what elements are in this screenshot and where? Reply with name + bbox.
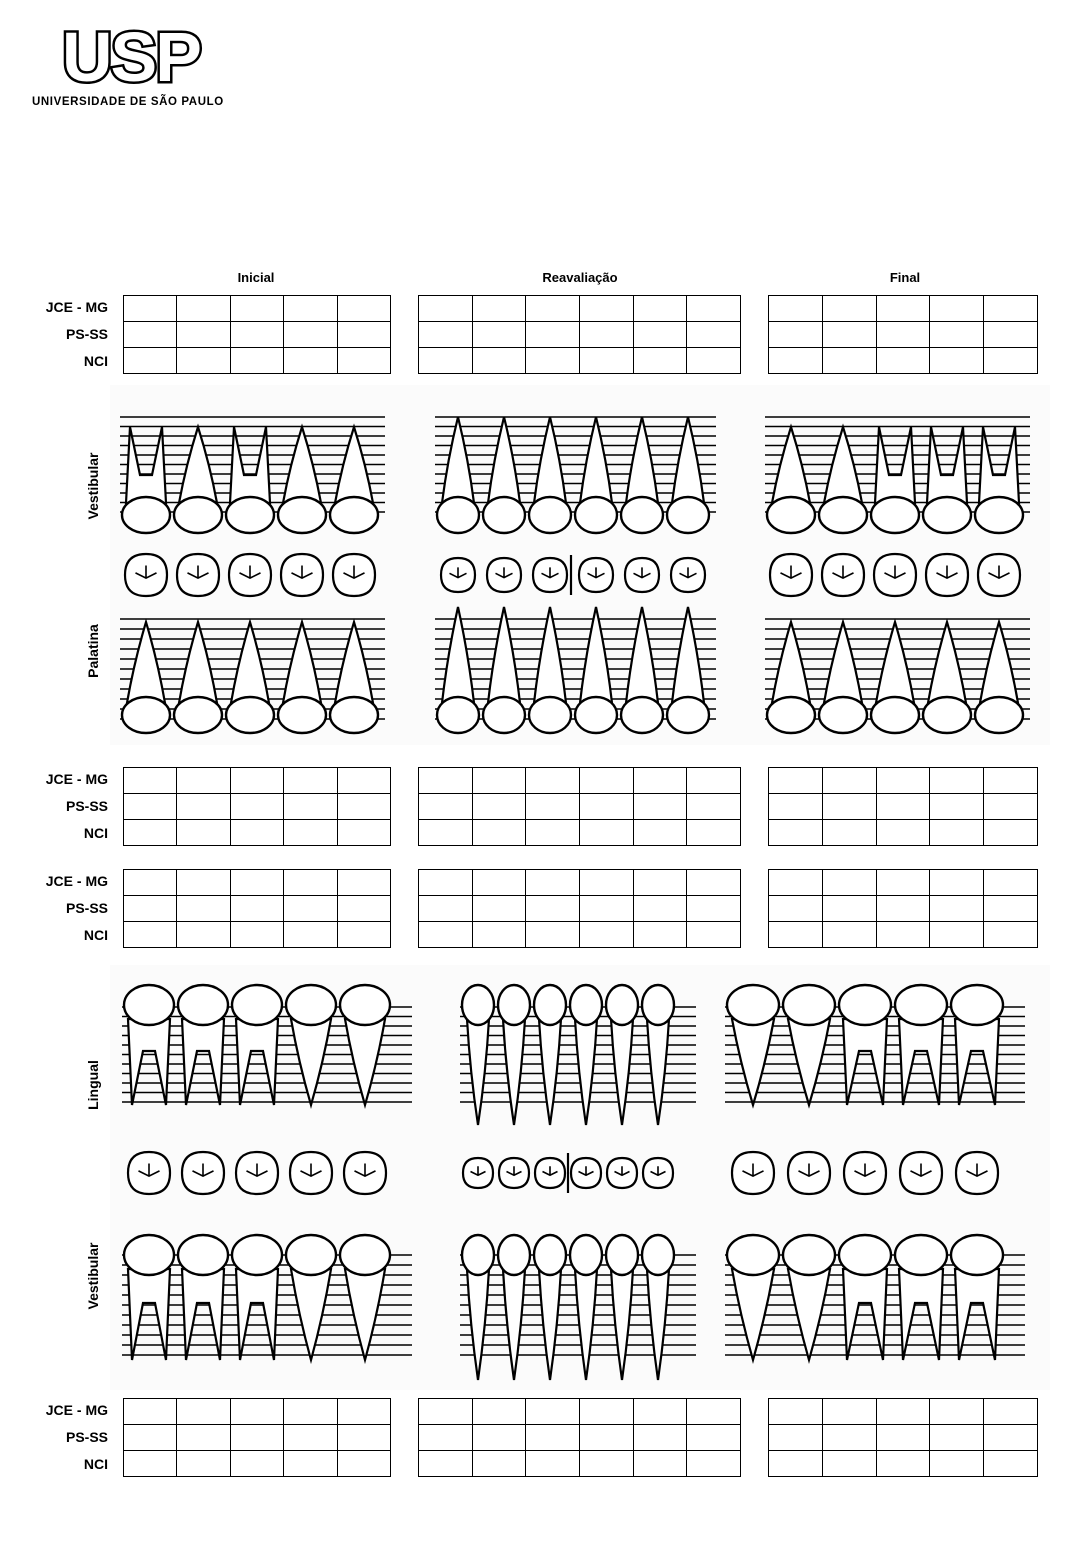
column-title-final: Final: [889, 270, 921, 285]
row-labels: [20, 294, 108, 375]
measurement-cell[interactable]: [876, 1451, 930, 1477]
measurement-cell[interactable]: [230, 1425, 283, 1451]
measurement-cell[interactable]: [526, 820, 580, 846]
measurement-cell[interactable]: [419, 820, 473, 846]
measurement-cell[interactable]: [124, 896, 177, 922]
tooth-crown: [642, 985, 674, 1025]
measurement-cell[interactable]: [876, 896, 930, 922]
tooth-crown: [340, 1235, 390, 1275]
column-title-inicial: Inicial: [237, 270, 275, 285]
measurement-grid: [418, 295, 741, 374]
tooth-crown: [839, 1235, 891, 1275]
upper-occlusal-views: [770, 554, 1020, 596]
measurement-cell[interactable]: [526, 348, 580, 374]
tooth-crown: [534, 1235, 566, 1275]
row-label: JCE - MG: [45, 1402, 108, 1418]
logo-mark: USP: [62, 18, 200, 96]
tooth-crown: [226, 697, 274, 733]
measurement-cell[interactable]: [930, 768, 984, 794]
measurement-cell[interactable]: [579, 1399, 633, 1425]
measurement-cell[interactable]: [472, 794, 526, 820]
lower-occlusal-views: [128, 1152, 386, 1194]
measurement-cell[interactable]: [633, 922, 687, 948]
tooth-crown: [174, 697, 222, 733]
measurement-cell[interactable]: [687, 922, 741, 948]
measurement-cell[interactable]: [284, 768, 337, 794]
measurement-cell[interactable]: [687, 1451, 741, 1477]
tooth-crown: [783, 1235, 835, 1275]
measurement-cell[interactable]: [124, 296, 177, 322]
tooth-crown: [727, 1235, 779, 1275]
measurement-cell[interactable]: [579, 296, 633, 322]
measurement-cell[interactable]: [769, 322, 823, 348]
measurement-cell[interactable]: [124, 768, 177, 794]
measurement-cell[interactable]: [124, 1425, 177, 1451]
measurement-cell[interactable]: [230, 768, 283, 794]
measurement-cell[interactable]: [769, 1425, 823, 1451]
row-label: NCI: [83, 353, 108, 369]
tooth-crown: [871, 697, 919, 733]
measurement-cell[interactable]: [526, 922, 580, 948]
measurement-cell[interactable]: [930, 896, 984, 922]
tooth-crown: [667, 697, 709, 733]
measurement-grid: [123, 295, 391, 374]
tooth-crown: [819, 697, 867, 733]
measurement-cell[interactable]: [579, 768, 633, 794]
measurement-cell[interactable]: [284, 1425, 337, 1451]
measurement-cell[interactable]: [687, 322, 741, 348]
measurement-cell[interactable]: [177, 296, 230, 322]
measurement-cell[interactable]: [419, 896, 473, 922]
measurement-cell[interactable]: [822, 794, 876, 820]
tooth-crown: [951, 985, 1003, 1025]
row-labels: [20, 766, 108, 847]
measurement-cell[interactable]: [633, 322, 687, 348]
row-label: NCI: [83, 927, 108, 943]
measurement-cell[interactable]: [769, 870, 823, 896]
measurement-cell[interactable]: [230, 348, 283, 374]
row-label: PS-SS: [65, 1429, 108, 1445]
measurement-cell[interactable]: [822, 1399, 876, 1425]
measurement-cell[interactable]: [526, 794, 580, 820]
tooth-crown: [232, 985, 282, 1025]
tooth-crown: [819, 497, 867, 533]
measurement-cell[interactable]: [930, 922, 984, 948]
measurement-grid: [123, 767, 391, 846]
tooth-crown: [124, 985, 174, 1025]
measurement-cell[interactable]: [419, 1399, 473, 1425]
tooth-crown: [923, 697, 971, 733]
measurement-cell[interactable]: [822, 768, 876, 794]
tooth-crown: [278, 497, 326, 533]
measurement-cell[interactable]: [472, 922, 526, 948]
measurement-cell[interactable]: [876, 296, 930, 322]
row-label: JCE - MG: [45, 299, 108, 315]
measurement-cell[interactable]: [124, 348, 177, 374]
measurement-cell[interactable]: [822, 870, 876, 896]
measurement-cell[interactable]: [177, 1451, 230, 1477]
measurement-cell[interactable]: [177, 870, 230, 896]
measurement-cell[interactable]: [419, 348, 473, 374]
measurement-cell[interactable]: [769, 820, 823, 846]
measurement-cell[interactable]: [526, 1399, 580, 1425]
tooth-crown: [575, 497, 617, 533]
tooth-crown: [895, 1235, 947, 1275]
measurement-cell[interactable]: [230, 1451, 283, 1477]
measurement-cell[interactable]: [419, 794, 473, 820]
measurement-cell[interactable]: [419, 870, 473, 896]
measurement-cell[interactable]: [984, 348, 1038, 374]
measurement-cell[interactable]: [579, 1425, 633, 1451]
measurement-cell[interactable]: [930, 1399, 984, 1425]
measurement-cell[interactable]: [230, 322, 283, 348]
measurement-cell[interactable]: [177, 1399, 230, 1425]
measurement-cell[interactable]: [124, 922, 177, 948]
measurement-cell[interactable]: [284, 820, 337, 846]
row-label: NCI: [83, 825, 108, 841]
measurement-cell[interactable]: [579, 896, 633, 922]
measurement-cell[interactable]: [769, 896, 823, 922]
tooth-crown: [975, 497, 1023, 533]
measurement-cell[interactable]: [984, 820, 1038, 846]
tooth-crown: [498, 985, 530, 1025]
tooth-crown: [767, 697, 815, 733]
measurement-cell[interactable]: [526, 296, 580, 322]
tooth-crown: [621, 697, 663, 733]
measurement-cell[interactable]: [579, 870, 633, 896]
row-label: NCI: [83, 1456, 108, 1472]
measurement-cell[interactable]: [337, 322, 390, 348]
measurement-cell[interactable]: [822, 1451, 876, 1477]
measurement-cell[interactable]: [822, 896, 876, 922]
usp-logo: [30, 18, 240, 112]
tooth-crown: [178, 1235, 228, 1275]
measurement-cell[interactable]: [124, 794, 177, 820]
measurement-cell[interactable]: [177, 348, 230, 374]
measurement-cell[interactable]: [876, 870, 930, 896]
tooth-crown: [727, 985, 779, 1025]
measurement-cell[interactable]: [876, 768, 930, 794]
measurement-cell[interactable]: [526, 870, 580, 896]
tooth-crown: [895, 985, 947, 1025]
measurement-cell[interactable]: [472, 768, 526, 794]
measurement-grid: [123, 869, 391, 948]
tooth-crown: [483, 497, 525, 533]
side-label-palatina: Palatina: [85, 624, 101, 678]
tooth-crown: [667, 497, 709, 533]
measurement-cell[interactable]: [177, 322, 230, 348]
tooth-crown: [570, 985, 602, 1025]
measurement-cell[interactable]: [687, 896, 741, 922]
measurement-cell[interactable]: [769, 768, 823, 794]
tooth-crown: [226, 497, 274, 533]
measurement-cell[interactable]: [984, 794, 1038, 820]
measurement-cell[interactable]: [472, 896, 526, 922]
upper-arch-tooth-diagram: [110, 385, 1050, 745]
measurement-cell[interactable]: [687, 348, 741, 374]
measurement-cell[interactable]: [337, 794, 390, 820]
measurement-cell[interactable]: [930, 348, 984, 374]
measurement-cell[interactable]: [687, 1399, 741, 1425]
measurement-cell[interactable]: [822, 820, 876, 846]
measurement-cell[interactable]: [769, 348, 823, 374]
measurement-cell[interactable]: [124, 870, 177, 896]
measurement-cell[interactable]: [633, 768, 687, 794]
measurement-cell[interactable]: [984, 322, 1038, 348]
measurement-cell[interactable]: [230, 922, 283, 948]
measurement-cell[interactable]: [526, 322, 580, 348]
measurement-cell[interactable]: [526, 1451, 580, 1477]
side-label-lingual: Lingual: [85, 1060, 101, 1110]
tooth-crown: [278, 697, 326, 733]
tooth-crown: [606, 985, 638, 1025]
measurement-cell[interactable]: [284, 794, 337, 820]
measurement-grid: [768, 295, 1038, 374]
measurement-cell[interactable]: [687, 794, 741, 820]
tooth-crown: [178, 985, 228, 1025]
measurement-cell[interactable]: [984, 1425, 1038, 1451]
row-label: PS-SS: [65, 798, 108, 814]
measurement-cell[interactable]: [930, 1425, 984, 1451]
measurement-cell[interactable]: [930, 794, 984, 820]
tooth-crown: [529, 697, 571, 733]
tooth-crown: [174, 497, 222, 533]
measurement-cell[interactable]: [337, 348, 390, 374]
tooth-crown: [330, 497, 378, 533]
tooth-crown: [124, 1235, 174, 1275]
measurement-cell[interactable]: [633, 896, 687, 922]
measurement-cell[interactable]: [472, 870, 526, 896]
measurement-cell[interactable]: [337, 922, 390, 948]
measurement-cell[interactable]: [930, 820, 984, 846]
tooth-crown: [839, 985, 891, 1025]
measurement-cell[interactable]: [579, 322, 633, 348]
measurement-cell[interactable]: [284, 322, 337, 348]
measurement-grid: [768, 767, 1038, 846]
measurement-cell[interactable]: [472, 1451, 526, 1477]
measurement-cell[interactable]: [419, 922, 473, 948]
tooth-crown: [570, 1235, 602, 1275]
measurement-cell[interactable]: [984, 1451, 1038, 1477]
logo-subtitle: UNIVERSIDADE DE SÃO PAULO: [32, 96, 224, 108]
measurement-cell[interactable]: [230, 1399, 283, 1425]
tooth-crown: [437, 697, 479, 733]
row-label: JCE - MG: [45, 873, 108, 889]
measurement-cell[interactable]: [284, 1451, 337, 1477]
measurement-cell[interactable]: [337, 1425, 390, 1451]
measurement-cell[interactable]: [687, 296, 741, 322]
measurement-cell[interactable]: [769, 922, 823, 948]
measurement-cell[interactable]: [526, 768, 580, 794]
tooth-crown: [767, 497, 815, 533]
measurement-cell[interactable]: [633, 296, 687, 322]
tooth-crown: [437, 497, 479, 533]
measurement-cell[interactable]: [124, 1399, 177, 1425]
tooth-crown: [286, 985, 336, 1025]
measurement-cell[interactable]: [687, 768, 741, 794]
tooth-crown: [575, 697, 617, 733]
tooth-crown: [783, 985, 835, 1025]
tooth-crown: [871, 497, 919, 533]
measurement-cell[interactable]: [633, 870, 687, 896]
measurement-cell[interactable]: [579, 1451, 633, 1477]
measurement-cell[interactable]: [230, 896, 283, 922]
tooth-crown: [975, 697, 1023, 733]
measurement-cell[interactable]: [876, 922, 930, 948]
tooth-crown: [606, 1235, 638, 1275]
tooth-crown: [951, 1235, 1003, 1275]
tooth-crown: [483, 697, 525, 733]
tooth-crown: [122, 497, 170, 533]
measurement-cell[interactable]: [472, 1425, 526, 1451]
measurement-cell[interactable]: [633, 1451, 687, 1477]
tooth-crown: [529, 497, 571, 533]
measurement-cell[interactable]: [284, 296, 337, 322]
measurement-cell[interactable]: [633, 820, 687, 846]
tooth-crown: [232, 1235, 282, 1275]
measurement-cell[interactable]: [419, 322, 473, 348]
measurement-cell[interactable]: [876, 1425, 930, 1451]
measurement-cell[interactable]: [472, 820, 526, 846]
measurement-cell[interactable]: [984, 768, 1038, 794]
measurement-cell[interactable]: [769, 1451, 823, 1477]
measurement-cell[interactable]: [526, 896, 580, 922]
measurement-cell[interactable]: [579, 348, 633, 374]
measurement-cell[interactable]: [337, 896, 390, 922]
tooth-crown: [122, 697, 170, 733]
measurement-cell[interactable]: [984, 870, 1038, 896]
measurement-cell[interactable]: [930, 296, 984, 322]
measurement-cell[interactable]: [337, 1451, 390, 1477]
tooth-crown: [340, 985, 390, 1025]
measurement-cell[interactable]: [984, 922, 1038, 948]
measurement-cell[interactable]: [472, 1399, 526, 1425]
tooth-crown: [642, 1235, 674, 1275]
measurement-grid: [418, 1398, 741, 1477]
measurement-cell[interactable]: [337, 870, 390, 896]
measurement-grid: [768, 869, 1038, 948]
side-label-vestibular-lower: Vestibular: [85, 1242, 101, 1310]
measurement-cell[interactable]: [337, 820, 390, 846]
measurement-cell[interactable]: [124, 1451, 177, 1477]
measurement-cell[interactable]: [472, 296, 526, 322]
measurement-cell[interactable]: [177, 922, 230, 948]
column-title-reavaliacao: Reavaliação: [542, 270, 618, 285]
row-label: PS-SS: [65, 326, 108, 342]
measurement-cell[interactable]: [419, 768, 473, 794]
measurement-cell[interactable]: [876, 794, 930, 820]
tooth-crown: [621, 497, 663, 533]
measurement-cell[interactable]: [284, 870, 337, 896]
measurement-cell[interactable]: [230, 870, 283, 896]
tooth-crown: [923, 497, 971, 533]
measurement-cell[interactable]: [822, 348, 876, 374]
row-labels: [20, 1397, 108, 1478]
measurement-grid: [418, 869, 741, 948]
measurement-cell[interactable]: [177, 820, 230, 846]
row-label: PS-SS: [65, 900, 108, 916]
measurement-cell[interactable]: [472, 348, 526, 374]
measurement-cell[interactable]: [930, 322, 984, 348]
measurement-cell[interactable]: [930, 870, 984, 896]
measurement-cell[interactable]: [124, 322, 177, 348]
tooth-crown: [534, 985, 566, 1025]
measurement-cell[interactable]: [769, 1399, 823, 1425]
tooth-crown: [462, 985, 494, 1025]
measurement-cell[interactable]: [876, 1399, 930, 1425]
measurement-cell[interactable]: [633, 348, 687, 374]
measurement-cell[interactable]: [419, 1451, 473, 1477]
measurement-cell[interactable]: [230, 794, 283, 820]
measurement-grid: [123, 1398, 391, 1477]
measurement-cell[interactable]: [769, 296, 823, 322]
measurement-cell[interactable]: [472, 322, 526, 348]
measurement-cell[interactable]: [822, 296, 876, 322]
measurement-cell[interactable]: [579, 820, 633, 846]
row-label: JCE - MG: [45, 771, 108, 787]
measurement-cell[interactable]: [876, 348, 930, 374]
measurement-cell[interactable]: [177, 896, 230, 922]
measurement-cell[interactable]: [419, 296, 473, 322]
measurement-cell[interactable]: [177, 1425, 230, 1451]
measurement-cell[interactable]: [769, 794, 823, 820]
measurement-cell[interactable]: [687, 870, 741, 896]
row-labels: [20, 868, 108, 949]
measurement-cell[interactable]: [337, 768, 390, 794]
measurement-cell[interactable]: [822, 322, 876, 348]
measurement-cell[interactable]: [984, 296, 1038, 322]
measurement-cell[interactable]: [230, 820, 283, 846]
measurement-cell[interactable]: [822, 1425, 876, 1451]
measurement-cell[interactable]: [284, 896, 337, 922]
measurement-cell[interactable]: [984, 1399, 1038, 1425]
tooth-crown: [286, 1235, 336, 1275]
measurement-cell[interactable]: [419, 1425, 473, 1451]
side-label-vestibular-upper: Vestibular: [85, 452, 101, 520]
measurement-cell[interactable]: [984, 896, 1038, 922]
measurement-cell[interactable]: [687, 1425, 741, 1451]
measurement-cell[interactable]: [337, 1399, 390, 1425]
measurement-cell[interactable]: [579, 794, 633, 820]
measurement-grid: [418, 767, 741, 846]
measurement-cell[interactable]: [930, 1451, 984, 1477]
measurement-cell[interactable]: [284, 348, 337, 374]
tooth-crown: [498, 1235, 530, 1275]
measurement-cell[interactable]: [633, 1425, 687, 1451]
measurement-cell[interactable]: [633, 1399, 687, 1425]
measurement-cell[interactable]: [876, 322, 930, 348]
tooth-crown: [462, 1235, 494, 1275]
measurement-cell[interactable]: [633, 794, 687, 820]
measurement-cell[interactable]: [177, 768, 230, 794]
measurement-cell[interactable]: [284, 922, 337, 948]
measurement-grid: [768, 1398, 1038, 1477]
measurement-cell[interactable]: [284, 1399, 337, 1425]
measurement-cell[interactable]: [579, 922, 633, 948]
measurement-cell[interactable]: [124, 820, 177, 846]
measurement-cell[interactable]: [337, 296, 390, 322]
measurement-cell[interactable]: [177, 794, 230, 820]
measurement-cell[interactable]: [230, 296, 283, 322]
measurement-cell[interactable]: [687, 820, 741, 846]
measurement-cell[interactable]: [526, 1425, 580, 1451]
lower-arch-tooth-diagram: [110, 965, 1050, 1390]
tooth-crown: [330, 697, 378, 733]
upper-occlusal-views: [125, 554, 375, 596]
measurement-cell[interactable]: [822, 922, 876, 948]
measurement-cell[interactable]: [876, 820, 930, 846]
